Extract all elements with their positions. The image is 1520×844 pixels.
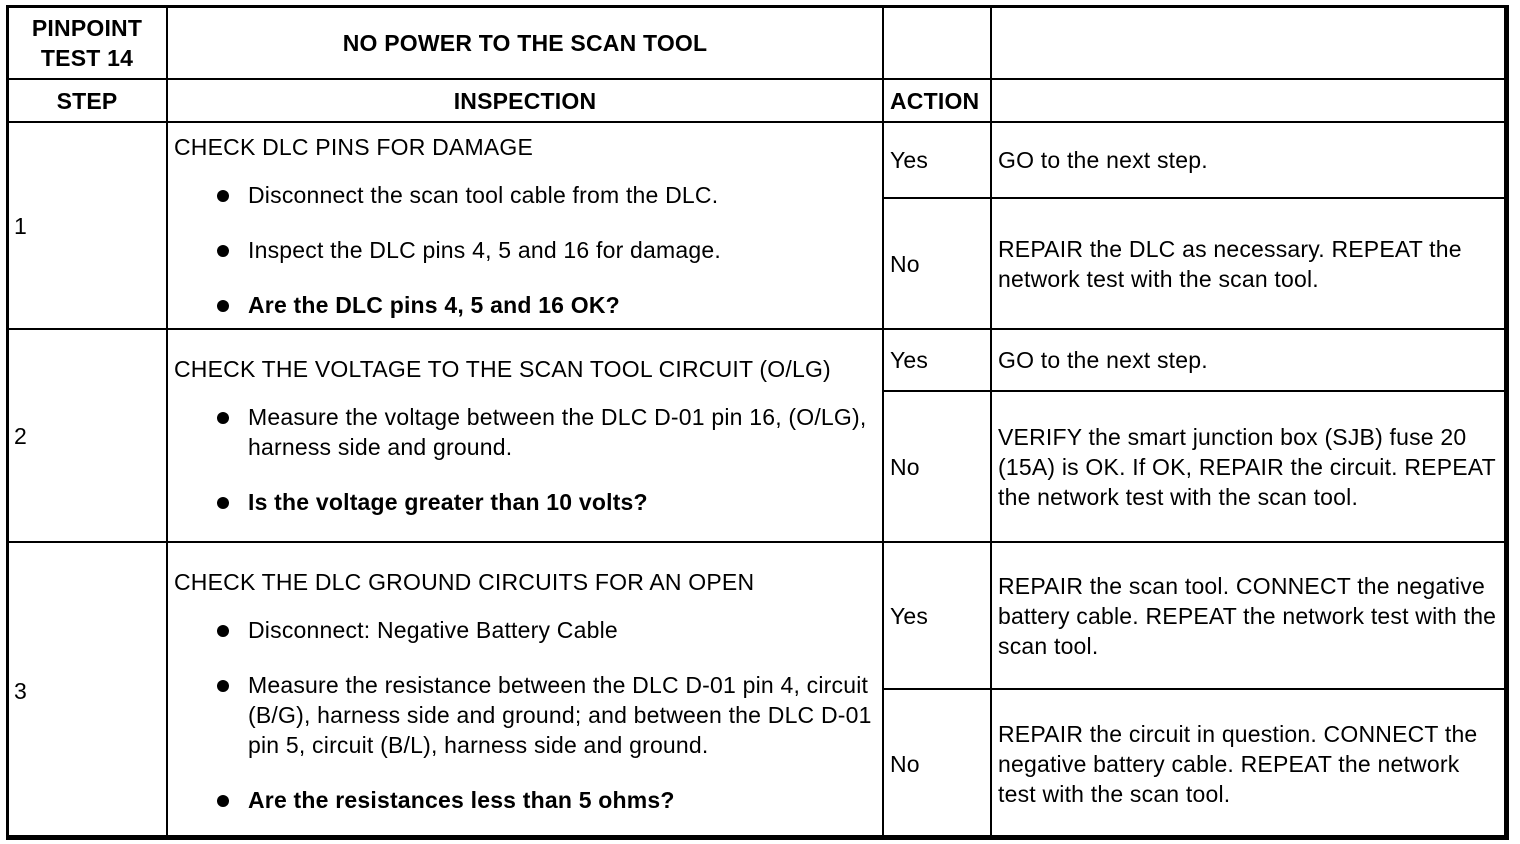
no-label: No <box>883 198 991 329</box>
inspection-title: CHECK THE VOLTAGE TO THE SCAN TOOL CIRCUIT (O/LG) <box>174 356 831 382</box>
inspection-column-header: INSPECTION <box>167 79 883 122</box>
action-column-header: ACTION <box>883 79 991 122</box>
bullet-item: Disconnect the scan tool cable from the DLC. <box>214 180 876 210</box>
yes-result: GO to the next step. <box>991 122 1508 198</box>
bullet-item: Disconnect: Negative Battery Cable <box>214 615 876 645</box>
test-title: NO POWER TO THE SCAN TOOL <box>167 6 883 79</box>
yes-label: Yes <box>883 122 991 198</box>
inspection-title: CHECK THE DLC GROUND CIRCUITS FOR AN OPEN <box>174 568 755 595</box>
no-label: No <box>883 689 991 839</box>
step-number: 2 <box>7 329 167 542</box>
no-result: REPAIR the DLC as necessary. REPEAT the network test with the scan tool. <box>991 198 1508 329</box>
yes-result: REPAIR the scan tool. CONNECT the negative battery cable. REPEAT the network test with the scan tool. <box>991 542 1508 689</box>
step-column-header: STEP <box>7 79 167 122</box>
bullet-item: Measure the voltage between the DLC D-01 pin 16, (O/LG), harness side and ground. <box>214 402 876 462</box>
yes-label: Yes <box>883 542 991 689</box>
no-label: No <box>883 391 991 542</box>
inspection-question: Are the resistances less than 5 ohms? <box>214 785 876 815</box>
yes-label: Yes <box>883 329 991 391</box>
inspection-question: Are the DLC pins 4, 5 and 16 OK? <box>214 290 876 320</box>
table-outer-border <box>6 5 1507 838</box>
inspection-question: Is the voltage greater than 10 volts? <box>214 487 876 517</box>
no-result: REPAIR the circuit in question. CONNECT the negative battery cable. REPEAT the network test with the scan tool. <box>991 689 1508 839</box>
yes-result: GO to the next step. <box>991 329 1508 391</box>
test-label: PINPOINT TEST 14 <box>7 6 167 79</box>
inspection-title: CHECK DLC PINS FOR DAMAGE <box>174 133 533 160</box>
no-result: VERIFY the smart junction box (SJB) fuse 20 (15A) is OK. If OK, REPAIR the circuit. REPEAT the network test with the scan tool. <box>991 391 1508 542</box>
step-number: 1 <box>7 122 167 329</box>
bullet-item: Inspect the DLC pins 4, 5 and 16 for damage. <box>214 235 876 265</box>
step-number: 3 <box>7 542 167 839</box>
bullet-item: Measure the resistance between the DLC D-01 pin 4, circuit (B/G), harness side and ground; and between the DLC D-01 pin 5, circuit (B/L), harness side and ground. <box>214 670 876 760</box>
